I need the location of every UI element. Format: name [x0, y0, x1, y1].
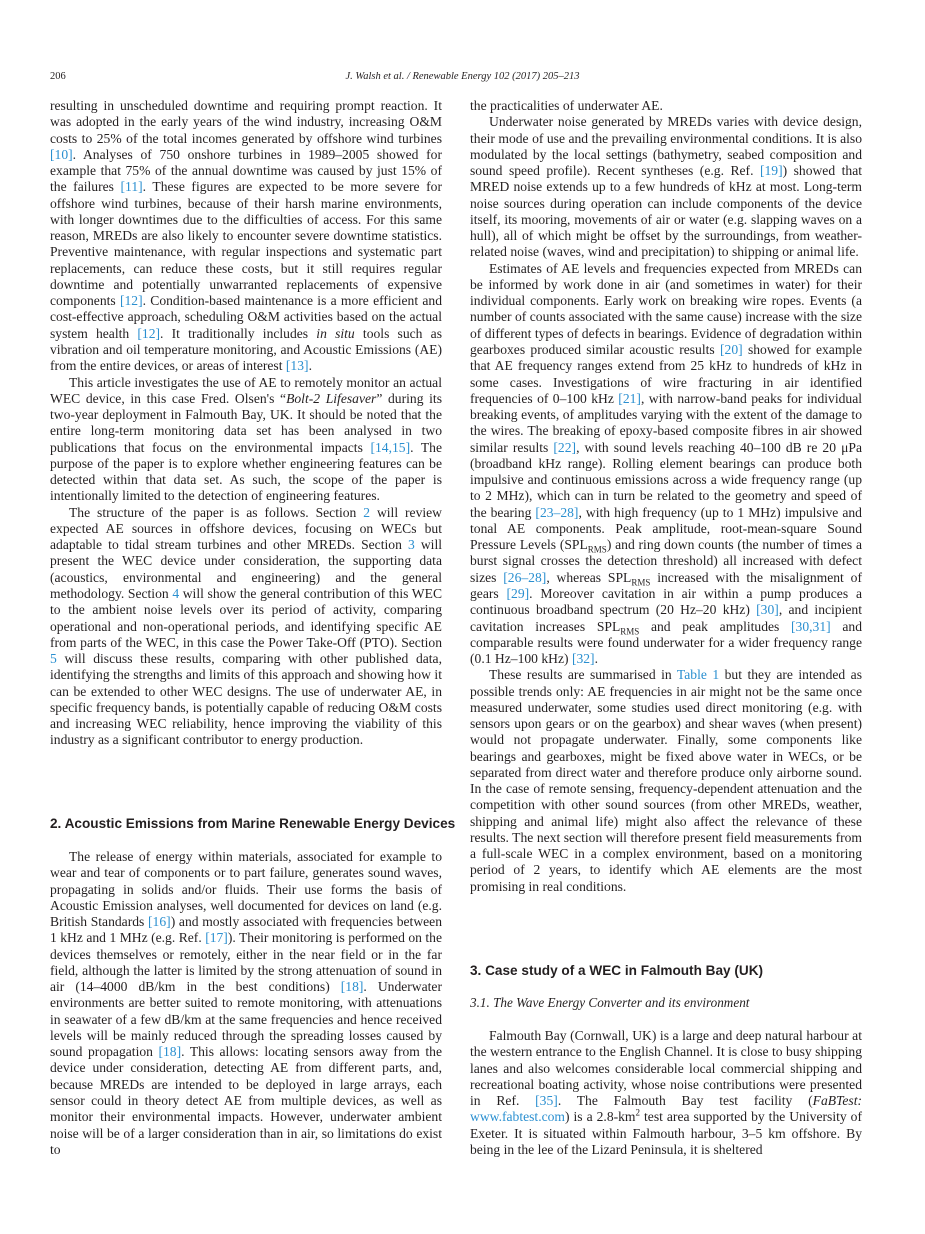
citation-link[interactable]: [16]	[148, 914, 171, 930]
text-run: This article investigates the use of AE to remotely monitor an actual WEC device, in this case Fred. Olsen's “	[50, 374, 442, 406]
text-run: tools such as vibration and oil temperature monitoring, and Acoustic Emissions (AE) from the entire devices, or areas of interest	[50, 325, 442, 374]
text-run: The release of energy within materials, associated for example to wear and tear of components or to part failure, generates sound waves, propagating in solids and/or fluids. Their use forms the basis of Acoustic Emission analyses, well documented for devices on land (e.g. British Standards	[50, 849, 442, 930]
paragraph	[50, 849, 442, 1158]
section-heading: 2. Acoustic Emissions from Marine Renewable Energy Devices	[50, 816, 456, 831]
text-run: showed for example that AE frequency ranges extend from 25 kHz to hundreds of kHz in some cases. Investigations of wire fracturing in air identified frequencies of 0–100 kHz	[470, 341, 862, 406]
paragraph	[470, 98, 862, 114]
text-run: ) showed that MRED noise extends up to a few hundreds of kHz at most. Long-term noise sources during operation can include components of the device itself, its mooring, movements of air or water (e.g. slapping waves on a hull), all of which might be offset by the surroundings, from weather-related noise (waves, wind and precipitation) to shipping or animal life.	[470, 163, 863, 260]
text-run: and peak amplitudes	[639, 618, 792, 634]
text-run: test area supported by the University of Exeter. It is situated within Falmouth harbour, 3–5 km offshore. By being in the lee of the Lizard Peninsula, it is sheltered	[470, 1109, 862, 1157]
text-run: but they are intended as possible trends only: AE frequencies in air might not be the same once measured underwater, some studies used direct monitoring (e.g. with sensors upon gears or on the gearbox) and shear waves (when present) would not propagate underwater. Finally, some components like bearings and gearboxes, might be fixed above water in WECs, or be separated from direct water and therefore produce only airborne sound. In the case of remote sensing, frequency-dependent attenuation and the competition with other sound sources (from other MREDs, weather, shipping and animal life) might also affect the relevance of these results. The next section will therefore present field measurements from a full-scale WEC in a complex environment, based on a monitoring period of 2 years, to identify which AE elements are the most promising in real conditions.	[470, 667, 862, 894]
text-run: These results are summarised in	[489, 667, 677, 683]
text-run: .	[594, 651, 598, 667]
citation-link[interactable]: [19]	[759, 163, 783, 179]
citation-link[interactable]: [21]	[618, 390, 641, 406]
citation-link[interactable]: [18]	[158, 1044, 182, 1060]
text-run: , with high frequency (up to 1 MHz) impulsive and tonal AE components. Peak amplitude, root-mean-square Sound Pressure Levels (SPL	[470, 504, 862, 553]
citation-link[interactable]: [30]	[756, 602, 779, 618]
text-run: ” during its two-year deployment in Falmouth Bay, UK. It should be noted that the entire long-term monitoring data set has been analysed in two publications that focus on the environmental impacts	[50, 390, 442, 455]
text-run: will show the general contribution of this WEC to the ambient noise levels over its period of activity, comparing operational and non-operational periods, and identifying specific AE from parts of the WEC, in this case the Power Take-Off (PTO). Section	[50, 585, 443, 650]
page-number: 206	[50, 71, 66, 82]
citation-link[interactable]: 3	[407, 537, 415, 553]
paragraph	[470, 114, 862, 260]
text-run: . Condition-based maintenance is a more efficient and cost-effective approach, scheduling O&M activities based on the actual system health	[50, 293, 442, 341]
citation-link[interactable]: [12]	[137, 325, 161, 341]
text-run: and comparable results were found underwater for a wider frequency range (0.1 Hz–100 kHz)	[470, 618, 862, 667]
text-run: Estimates of AE levels and frequencies expected from MREDs can be informed by work done in air (and sometimes in water) for their individual components. Early work on breaking wire ropes. Events (a number of counts associated with the same cause) increase with the size of different types of defects in bearings. Evidence of degradation within gearboxes produced similar acoustic results	[470, 260, 862, 357]
italic-text: FaBTest:	[812, 1093, 862, 1109]
text-run: , whereas SPL	[546, 569, 632, 585]
citation-link[interactable]: Table 1	[676, 667, 720, 683]
citation-link[interactable]: [26–28]	[503, 569, 547, 585]
body-text-block	[470, 1028, 862, 1158]
text-run: The structure of the paper is as follows. Section	[69, 504, 364, 520]
text-run: the practicalities of underwater AE.	[470, 98, 663, 113]
subscript: RMS	[620, 626, 640, 637]
superscript: 2	[635, 1107, 641, 1118]
citation-link[interactable]: [14,15]	[370, 439, 411, 455]
subsection-heading: 3.1. The Wave Energy Converter and its environment	[470, 995, 750, 1010]
text-run: . This allows: locating sensors away from the device under consideration, detecting AE from different parts, and, because MREDs are intended to be deployed in large arrays, each sensor could in theory detect AE from multiple devices, as well as monitor their environmental impacts. However, underwater ambient noise will be of a larger consideration than in air, so limitations do exist to	[50, 1044, 442, 1157]
italic-text: Bolt-2 Lifesaver	[286, 390, 377, 406]
citation-link[interactable]: [29]	[506, 585, 530, 601]
journal-reference: J. Walsh et al. / Renewable Energy 102 (2017) 205–213	[345, 71, 580, 82]
section-heading: 3. Case study of a WEC in Falmouth Bay (UK)	[470, 963, 764, 978]
citation-link[interactable]: [13]	[285, 358, 309, 374]
text-run: increased with the misalignment of gears	[470, 569, 862, 601]
citation-link[interactable]: 2	[363, 504, 371, 520]
citation-link[interactable]: [11]	[120, 179, 143, 195]
text-run: , with narrow-band peaks for individual breaking events, of amplitudes varying with the extent of the damage to the wires. The breaking of epoxy-based composite fibres in air showed similar results	[470, 390, 862, 455]
paragraph	[470, 667, 862, 895]
citation-link[interactable]: www.fabtest.com	[470, 1109, 566, 1125]
text-run: will review expected AE sources in offshore devices, focusing on WECs but adaptable to tidal stream turbines and other MREDs. Section	[50, 504, 442, 553]
text-run: . Moreover cavitation in air within a pump produces a continuous broadband spectrum (20 Hz–20 kHz)	[470, 585, 862, 618]
text-run: ) and mostly associated with frequencies between 1 kHz and 1 MHz (e.g. Ref.	[50, 914, 442, 946]
body-text-block	[50, 98, 442, 749]
subscript: RMS	[631, 577, 651, 588]
paragraph	[50, 375, 442, 505]
body-text-block	[470, 98, 862, 895]
paragraph	[470, 261, 862, 668]
text-run: . Underwater environments are better suited to remote monitoring, with attenuations in seawater of a few dB/km at the same frequencies and hence received levels will be mainly reduced through the spreading losses caused by sound propagation	[50, 979, 442, 1060]
citation-link[interactable]: [10]	[50, 146, 73, 162]
paragraph	[470, 1028, 862, 1158]
text-run: . The Falmouth Bay test facility (	[557, 1093, 813, 1109]
text-run: will discuss these results, comparing with other published data, identifying the strengths and limits of this approach and showing how it can be extended to other WEC designs. The use of underwater AE, in specific frequency bands, is potentially capable of reducing O&M costs and increasing WEC reliability, hence improving the viability of this industry as a significant contributor to energy production.	[50, 651, 442, 748]
text-run: . The purpose of the paper is to explore whether engineering features can be detected within that data set. As such, the scope of the paper is intentionally limited to the detection of engineering features.	[50, 439, 442, 504]
citation-link[interactable]: [32]	[571, 651, 595, 667]
text-run: . These figures are expected to be more severe for offshore wind turbines, because of their harsh marine environments, with longer downtimes due to the difficulties of access. For this same reason, MREDs are also likely to encounter severe downtime statistics. Preventive maintenance, with regular inspections and systematic part replacements, can reduce these costs, but it still requires regular downtime and potentially unwarranted replacements of expensive components	[50, 179, 442, 309]
citation-link[interactable]: [22]	[553, 439, 577, 455]
citation-link[interactable]: [17]	[205, 930, 228, 946]
paragraph	[50, 98, 442, 375]
body-text-block	[50, 849, 442, 1158]
citation-link[interactable]: 4	[172, 585, 180, 601]
text-run: .	[308, 358, 312, 374]
text-run: . Analyses of 750 onshore turbines in 1989–2005 showed for example that 75% of the annual downtime was caused by just 15% of the failures	[50, 146, 442, 195]
text-run: ) is a 2.8-km	[565, 1109, 636, 1125]
citation-link[interactable]: [12]	[119, 293, 143, 309]
text-run: ) and ring down counts (the number of times a burst signal crosses the detection threshold) all increased with defect sizes	[470, 537, 862, 585]
text-run: Falmouth Bay (Cornwall, UK) is a large and deep natural harbour at the western entrance to the English Channel. It is close to busy shipping lanes and also welcomes considerable local commercial shipping and recreational boating activity, whose noise contributions were presented in Ref.	[470, 1028, 862, 1109]
citation-link[interactable]: 5	[50, 651, 57, 667]
subscript: RMS	[587, 544, 607, 555]
text-run: ). Their monitoring is performed on the devices themselves or remotely, either in the near field or in the far field, although the latter is limited by the strong attenuation of sound in air (14–4000 dB/km in the best conditions)	[50, 930, 442, 995]
text-run: resulting in unscheduled downtime and requiring prompt reaction. It was adopted in the early years of the wind industry, increasing O&M costs to 25% of the total incomes generated by offshore wind turbines	[50, 98, 442, 146]
text-run: will present the WEC device under consideration, the supporting data (acoustics, environmental and engineering) and the general methodology. Section	[50, 537, 443, 601]
citation-link[interactable]: [23–28]	[535, 504, 579, 520]
text-run: . It traditionally includes	[160, 325, 317, 341]
citation-link[interactable]: [20]	[720, 341, 743, 357]
citation-link[interactable]: [30,31]	[791, 618, 831, 634]
italic-text: in situ	[316, 325, 355, 341]
paragraph	[50, 505, 442, 749]
text-run: Underwater noise generated by MREDs varies with device design, their mode of use and the prevailing environmental conditions. It is also modulated by the local settings (bathymetry, seabed composition and sound speed profile). Recent syntheses (e.g. Ref.	[470, 114, 862, 179]
citation-link[interactable]: [35]	[535, 1093, 558, 1109]
text-run: , and incipient cavitation increases SPL	[470, 602, 862, 634]
citation-link[interactable]: [18]	[340, 979, 364, 995]
text-run: , with sound levels reaching 40–100 dB re 20 μPa (broadband kHz range). Rolling element bearings can produce both impulsive and continuous emissions across a wide frequency range (up to 2 MHz), which can in turn be related to the geometry and speed of the bearing	[470, 439, 862, 520]
